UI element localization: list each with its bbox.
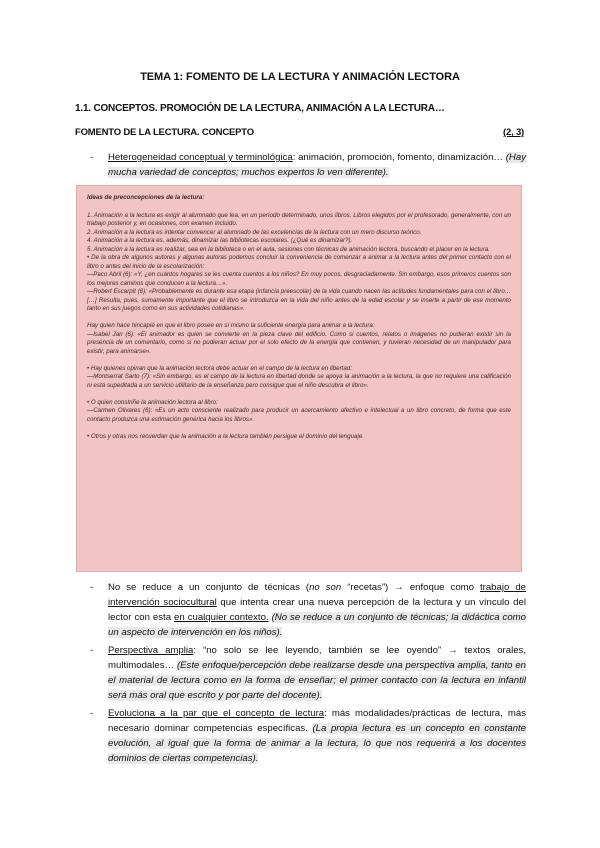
bullet-dash: -: [90, 582, 94, 593]
page-title: TEMA 1: FOMENTO DE LA LECTURA Y ANIMACIÓN LECTORA: [140, 71, 460, 83]
box-line: —Isabel Jan (6): «El animador es quien se convierte en la pieza clave del edificio. Como si cuentos, relatos o imágenes no pudieran existir sin la presencia de un comentario, como si no pudieran actuar por el solo efecto de la energía que contienen, y tuvieran necesidad de un manipulador para existir, para animarse».: [87, 330, 511, 355]
bullet-body: No se reduce a un conjunto de técnicas (: [108, 582, 310, 593]
box-line: • O quien constriñe la animación lectora al libro:: [87, 398, 218, 406]
bullet-dash: -: [90, 152, 94, 163]
box-line: —Paco Abril (6): «Y, ¿en cuántos hogares se les cuenta cuentos a los niños? En muy pocos, desgraciadamente. Sin embargo, esos primeros cuentos son los mejores caminos que conducen a la lectura…».: [87, 271, 511, 287]
bullet-body: : más modalidades/prácticas de lectura, más necesario dominar competencias específicas.: [108, 708, 526, 734]
box-line: 5. Animación a la lectura es realizar, sea en la biblioteca o en el aula, sesiones con técnicas de animación lectora, buscando el placer en la lectura.: [87, 245, 490, 253]
box-line: 2. Animación a la lectura es intentar convencer al alumnado de las excelencias de la lectura con un mero discurso teórico.: [87, 228, 422, 236]
highlighted-note: (Este enfoque/percepción debe realizarse desde una perspectiva amplia, tanto en el material de lectura como en la forma de enseñar; el primer contacto con la lectura en infantil será más oral que escrito y por parte del docente).: [108, 660, 526, 701]
box-title: Ideas de preconcepciones de la lectura:: [87, 194, 205, 201]
bullet-text: [108, 706, 526, 766]
spacer: [87, 390, 511, 399]
list-item: [76, 580, 526, 640]
box-line: —Montserrat Sarto (7): «Sin embargo, es el campo de la lectura en libertad donde se apoya la animación a la lectura, la que no requiere una calificación ni está supeditada a un servicio utilitario de la enseñanza pero consigue que el niño descubra el libro».: [87, 373, 511, 389]
bullet-underlined: en cualquier contexto.: [174, 612, 269, 623]
section-heading: 1.1. CONCEPTOS. PROMOCIÓN DE LA LECTURA, ANIMACIÓN A LA LECTURA…: [75, 103, 445, 114]
box-line: • Otros y otras nos recuerdan que la animación a la lectura también persigue el dominio del lenguaje.: [87, 432, 364, 440]
list-item: [76, 150, 526, 180]
bullet-lead: Evoluciona a la par que el concepto de lectura: [108, 708, 325, 719]
bullet-text: [108, 643, 526, 703]
box-line: Hay quien hace hincapié en que el libro posee en sí mismo la suficiente energía para animar a la lectura:: [87, 322, 375, 329]
bullet-dash: -: [90, 645, 94, 656]
highlighted-note: (Hay mucha variedad de conceptos; muchos expertos lo ven diferente).: [108, 152, 526, 178]
bullet-text: [108, 580, 526, 640]
highlighted-note: (No se reduce a un conjunto de técnicas; la didáctica como un aspecto de intervención en los niños).: [108, 612, 527, 638]
box-line: 1. Animación a la lectura es exigir al alumnado que lea, en un período determinado, unos libros. Libros elegidos por el profesorado, generalmente, con un trabajo posterior y, en ocasiones, con examen incluido.: [87, 211, 511, 227]
bullet-italic: no son: [309, 582, 342, 593]
preconceptions-box: [76, 185, 522, 572]
spacer: [87, 314, 511, 323]
list-item: [76, 706, 526, 766]
highlighted-note: (La propia lectura es un concepto en constante evolución, al igual que la forma de animar a la lectura, lo que nos requerirá a los docentes dominios de ciertas competencias).: [108, 723, 526, 764]
bullet-body: : “no solo se lee leyendo, también se lee oyendo” → textos orales, multimodales…: [108, 645, 526, 671]
bullet-text: [108, 150, 526, 180]
bullet-lead: Heterogeneidad conceptual y terminológica: [108, 152, 293, 163]
bullet-body: que intenta crear una nueva percepción de la lectura y un vínculo del lector con esta: [108, 597, 526, 623]
box-line: —Carmen Olivares (6): «Es un acto consciente realizado para producir un acercamiento afectivo e intelectual a un libro concreto, de forma que este contacto produzca una estimación genérica hacia los libros».: [87, 407, 511, 423]
subsection-heading: [75, 127, 526, 138]
reference-numbers: (2, 3): [503, 127, 524, 138]
box-line: • Hay quienes opinan que la animación lectora debe actuar en el campo de la lectura en libertad:: [87, 364, 352, 372]
spacer: [87, 356, 511, 365]
box-line: 4. Animación a la lectura es, además, dinamizar las bibliotecas escolares. (¿Qué es dinamizar?).: [87, 237, 353, 244]
bullet-underlined: trabajo de intervención sociocultural: [108, 582, 526, 608]
bullet-dash: -: [90, 708, 94, 719]
box-line: • De la obra de algunos autores y algunas autoras podemos concluir la conveniencia de comenzar a animar a la lectura antes del primer contacto con el libro o antes del inicio de la escolarización:: [87, 254, 511, 270]
subsection-label: FOMENTO DE LA LECTURA. CONCEPTO: [75, 127, 254, 138]
spacer: [87, 424, 511, 433]
bullet-lead: Perspectiva amplia: [108, 645, 194, 656]
bullet-body: : animación, promoción, fomento, dinamización…: [292, 152, 504, 163]
bullet-body: “recetas”) → enfoque como: [341, 582, 480, 593]
box-line: —Robert Escarpit (6): «Probablemente es durante esa etapa (infancia preescolar) de la vida cuando nacen las actitudes fundamentales para con el libro… […] Resulta, pues, sumamente importante que el libro se introduzca en la vida del niño antes de la edad escolar y se inserte a partir de ese momento tanto en sus juegos como en sus actividades cotidianas».: [87, 288, 511, 312]
list-item: [76, 643, 526, 703]
